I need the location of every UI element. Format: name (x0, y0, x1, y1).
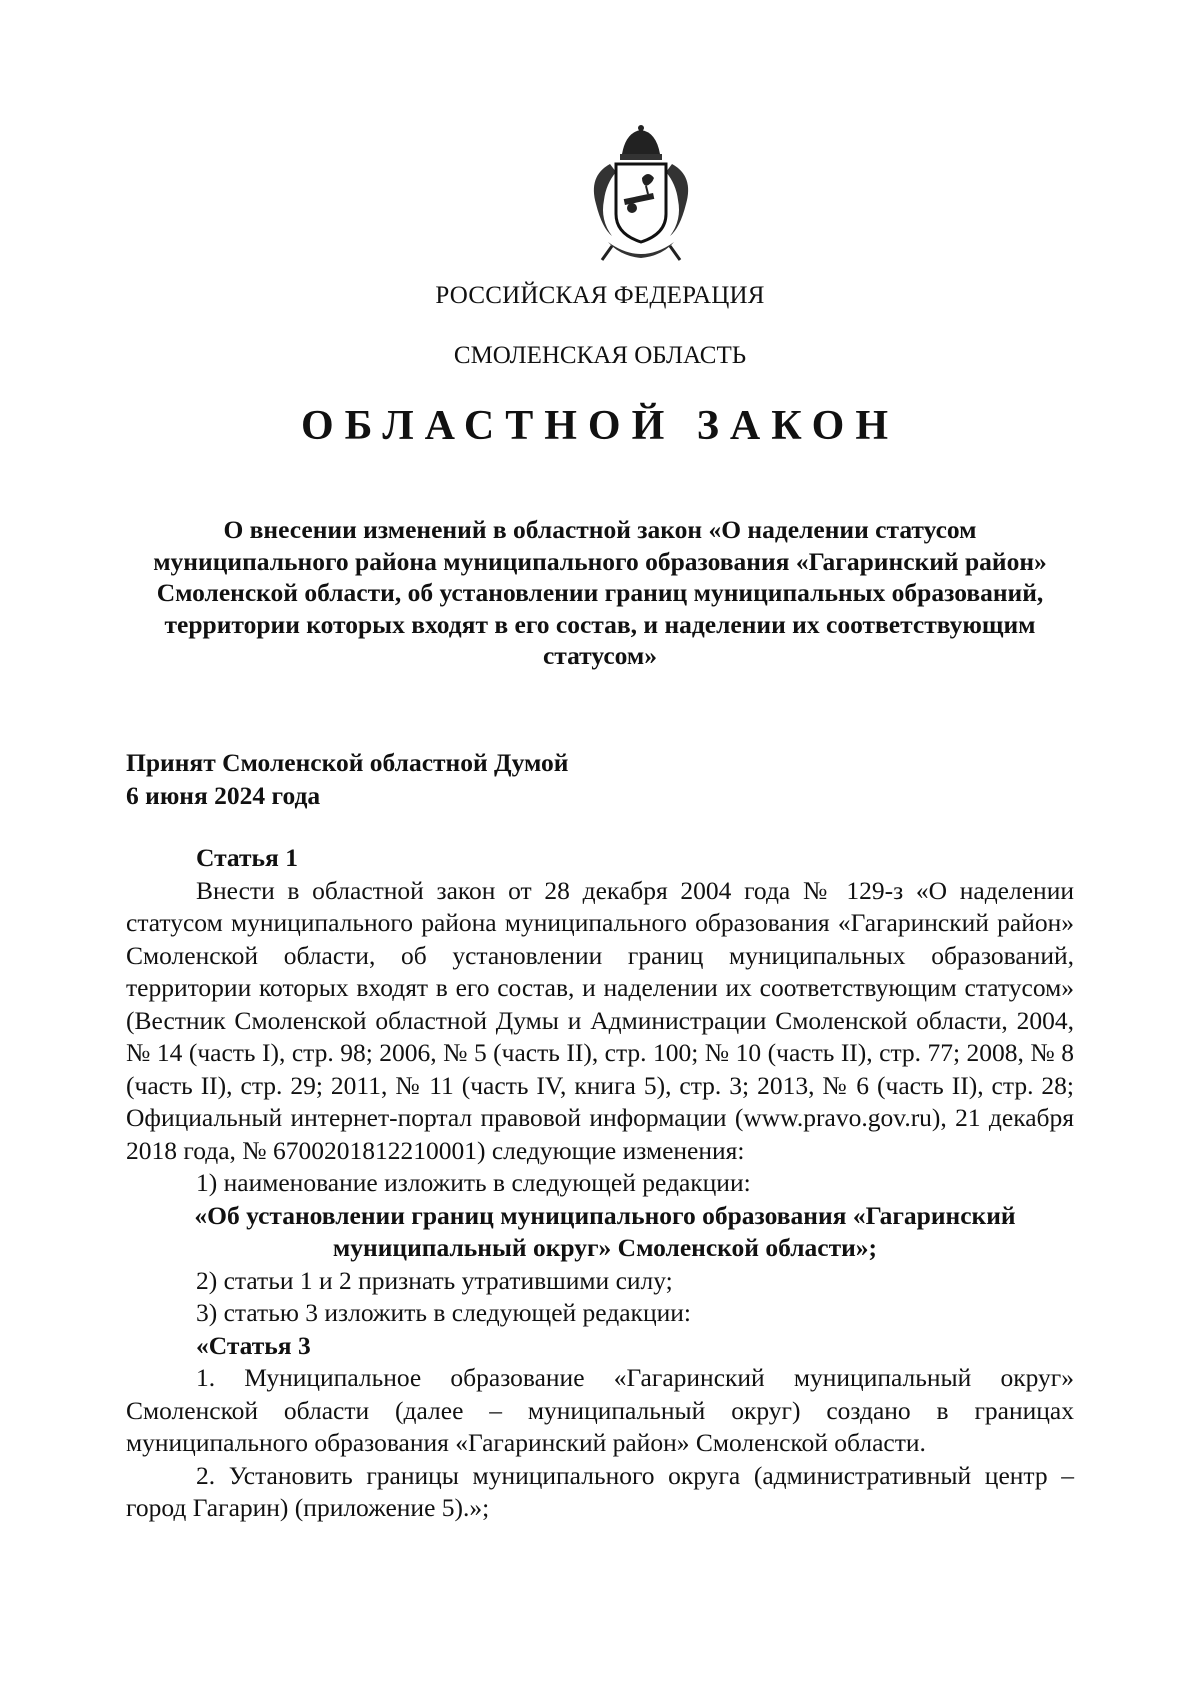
law-subject: О внесении изменений в областной закон «О наделении статусом муниципального района муниципального образования «Гагаринский район» Смоленской области, об установлении границ муниципальных образований, территории которых входят в его состав, и наделении их соответствующим статусом» (153, 515, 1047, 670)
adoption-body: Принят Смоленской областной Думой (126, 748, 569, 777)
region-name: СМОЛЕНСКАЯ ОБЛАСТЬ (453, 342, 747, 369)
amendment-item-1: 1) наименование изложить в следующей редакции: (196, 1168, 751, 1197)
quoted-article-3-para-1: 1. Муниципальное образование «Гагаринский муниципальный округ» Смоленской области (далее – муниципальный округ) создано в границах муниципального образования «Гагаринский район» Смоленской области. (126, 1363, 1074, 1457)
amendment-item-1-quote: «Об установлении границ муниципального образования «Гагаринский муниципальный округ» Смоленской области»; (194, 1200, 1016, 1262)
article-1 (126, 842, 1074, 1525)
quoted-article-3-heading: «Статья 3 (196, 1330, 311, 1360)
amendment-item-3: 3) статью 3 изложить в следующей редакции: (196, 1298, 691, 1327)
adoption-date: 6 июня 2024 года (126, 781, 321, 810)
article-1-heading: Статья 1 (196, 843, 298, 872)
document-type-title: ОБЛАСТНОЙ ЗАКОН (300, 403, 900, 449)
adoption-info (126, 746, 826, 812)
article-1-intro: Внести в областной закон от 28 декабря 2004 года № 129-з «О наделении статусом муниципального района муниципального образования «Гагаринский район» Смоленской области, об установлении границ муниципальных образований, территории которых входят в его состав, и наделении их соответствующим статусом» (Вестник Смоленской областной Думы и Администрации Смоленской области, 2004, № 14 (часть I), стр. 98; 2006, № 5 (часть II), стр. 100; № 10 (часть II), стр. 77; 2008, № 8 (часть II), стр. 29; 2011, № 11 (часть IV, книга 5), стр. 3; 2013, № 6 (часть II), стр. 28; Официальный интернет-портал правовой информации (www.pravo.gov.ru), 21 декабря 2018 года, № 6700201812210001) следующие изменения: (126, 875, 1074, 1165)
quoted-article-3-para-2: 2. Установить границы муниципального округа (административный центр – город Гагарин) (приложение 5).»; (126, 1460, 1074, 1522)
amendment-item-2: 2) статьи 1 и 2 признать утратившими силу; (196, 1265, 673, 1295)
coat-of-arms-icon (582, 124, 700, 266)
country-name: РОССИЙСКАЯ ФЕДЕРАЦИЯ (435, 282, 765, 309)
